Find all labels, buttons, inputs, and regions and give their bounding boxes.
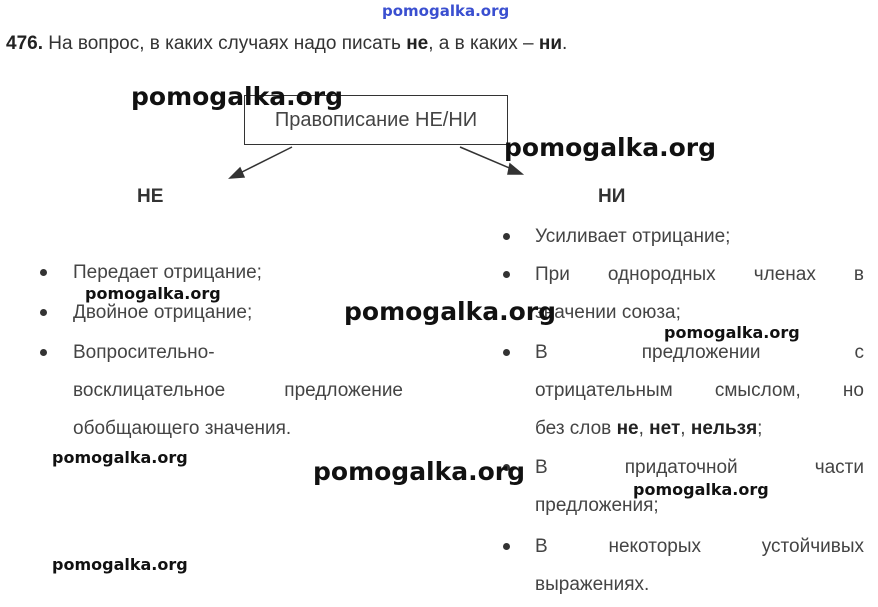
bullet <box>503 233 510 240</box>
task-number: 476. <box>6 33 43 54</box>
task-word-ni: ни <box>538 33 563 54</box>
watermark: pomogalka.org <box>633 480 769 499</box>
bullet <box>503 543 510 550</box>
bullet <box>40 269 47 276</box>
right-item-3-line3: без слов не, нет, нельзя; <box>535 418 763 439</box>
right-item-4-line1: В придаточной части <box>535 457 864 478</box>
right-item-3-line1: В предложении с <box>535 342 864 363</box>
task-text-middle: , а в каких – <box>428 33 539 54</box>
right-item-3-line2: отрицательным смыслом, но <box>535 380 864 401</box>
arrow-left-head <box>230 168 244 178</box>
bullet <box>40 349 47 356</box>
heading-ni: НИ <box>598 186 626 207</box>
bullet <box>40 309 47 316</box>
watermark: pomogalka.org <box>344 297 557 326</box>
watermark: pomogalka.org <box>504 133 717 162</box>
right-item-1: Усиливает отрицание; <box>535 226 731 247</box>
watermark-top: pomogalka.org <box>382 2 510 20</box>
left-item-3-line1: Вопросительно- <box>73 342 215 363</box>
watermark: pomogalka.org <box>131 82 344 111</box>
right-item-5-line1: В некоторых устойчивых <box>535 536 864 557</box>
right-item-2-line1: При однородных членах в <box>535 264 864 285</box>
left-item-3-line3: обобщающего значения. <box>73 418 292 439</box>
right-item-4-line2: предложения; <box>535 495 659 516</box>
arrow-left-line <box>238 147 292 174</box>
watermark: pomogalka.org <box>52 448 188 467</box>
left-item-3-line2: восклицательное предложение <box>73 380 403 401</box>
left-item-1: Передает отрицание; <box>73 262 262 283</box>
watermark: pomogalka.org <box>313 457 526 486</box>
heading-ne: НЕ <box>137 186 164 207</box>
bullet <box>503 271 510 278</box>
left-item-2: Двойное отрицание; <box>73 302 253 323</box>
task-text-before: На вопрос, в каких случаях надо писать <box>42 33 407 54</box>
bullet <box>503 349 510 356</box>
watermark: pomogalka.org <box>664 323 800 342</box>
diagram-title: Правописание НЕ/НИ <box>274 108 478 131</box>
right-item-2-line2: значении союза; <box>535 302 681 323</box>
arrow-right-head <box>508 164 522 174</box>
task-text-end: . <box>562 33 568 54</box>
watermark: pomogalka.org <box>52 555 188 574</box>
task-word-ne: не <box>406 33 429 54</box>
watermark: pomogalka.org <box>85 284 221 303</box>
right-item-5-line2: выражениях. <box>535 574 650 595</box>
